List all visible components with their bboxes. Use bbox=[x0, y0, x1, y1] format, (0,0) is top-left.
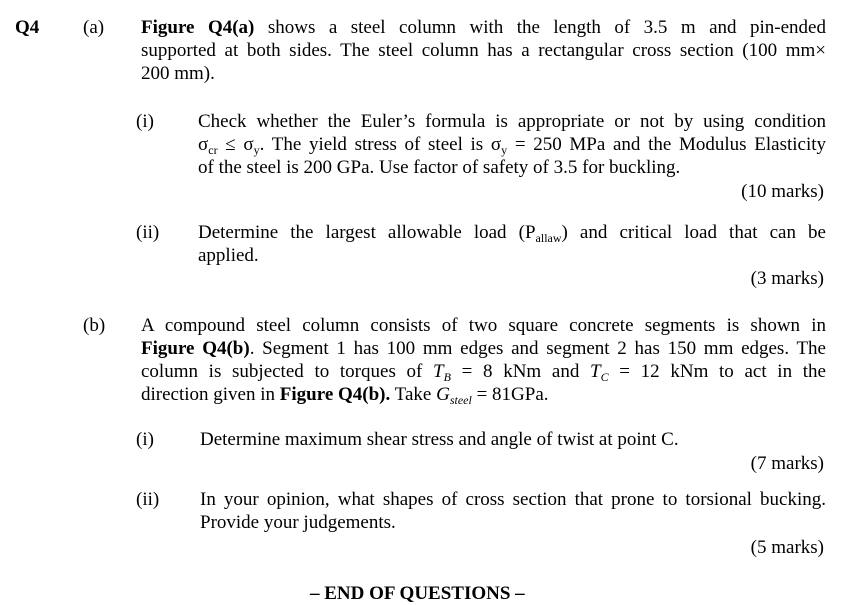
part-a-i-line-1: Check whether the Euler’s formula is appropriate or not by using condition bbox=[198, 111, 826, 132]
question-number: Q4 bbox=[15, 17, 40, 38]
part-b-line-4: direction given in Figure Q4(b). Take $G_{steel} = 81GPa$. bbox=[141, 384, 549, 407]
part-b-ii-label: (ii) bbox=[136, 489, 160, 510]
part-a-i-line-2: $\sigma_{cr} \le \sigma_y$. The yield stress of steel is $\sigma_y = 250$ MPa and the Modulus Elasticity bbox=[198, 134, 827, 157]
part-a-ii-marks: (3 marks) bbox=[750, 268, 824, 289]
figure-q4a-ref: Figure Q4(a) bbox=[141, 17, 255, 38]
part-a-ii-line-2: applied. bbox=[198, 245, 259, 266]
part-b-ii-marks: (5 marks) bbox=[750, 537, 824, 558]
part-a-i-marks: (10 marks) bbox=[741, 181, 824, 202]
part-b-line-3: column is subjected to torques of $T_B = 8$ kNm and $T_C = 12$ kNm to act in the bbox=[141, 361, 826, 384]
part-b-line-1: A compound steel column consists of two square concrete segments is shown in bbox=[141, 315, 826, 336]
part-b-label: (b) bbox=[83, 315, 106, 336]
part-a-label: (a) bbox=[83, 17, 105, 38]
end-of-questions: – END OF QUESTIONS – bbox=[310, 583, 525, 604]
part-b-i-marks: (7 marks) bbox=[750, 453, 824, 474]
part-b-i-label: (i) bbox=[136, 429, 154, 450]
part-a-i-line-3: of the steel is 200 GPa. Use factor of safety of 3.5 for buckling. bbox=[198, 157, 681, 178]
part-a-ii-line-1: Determine the largest allowable load $(P_{allaw})$ and critical load that can be bbox=[198, 222, 826, 245]
part-a-i-label: (i) bbox=[136, 111, 154, 132]
part-a-line-2: supported at both sides. The steel column has a rectangular cross section (100 mm× bbox=[141, 40, 826, 61]
part-a-line-3: 200 mm). bbox=[141, 63, 215, 84]
part-b-line-2: Figure Q4(b). Segment 1 has 100 mm edges and segment 2 has 150 mm edges. The bbox=[141, 338, 826, 359]
figure-q4b-ref: Figure Q4(b) bbox=[141, 338, 250, 359]
part-b-ii-line-1: In your opinion, what shapes of cross section that prone to torsional bucking. bbox=[200, 489, 826, 510]
part-a-line-1: Figure Q4(a) shows a steel column with the length of 3.5 m and pin-ended bbox=[141, 17, 826, 38]
part-b-ii-line-2: Provide your judgements. bbox=[200, 512, 396, 533]
part-b-i-text: Determine maximum shear stress and angle of twist at point C. bbox=[200, 429, 679, 450]
part-a-ii-label: (ii) bbox=[136, 222, 160, 243]
